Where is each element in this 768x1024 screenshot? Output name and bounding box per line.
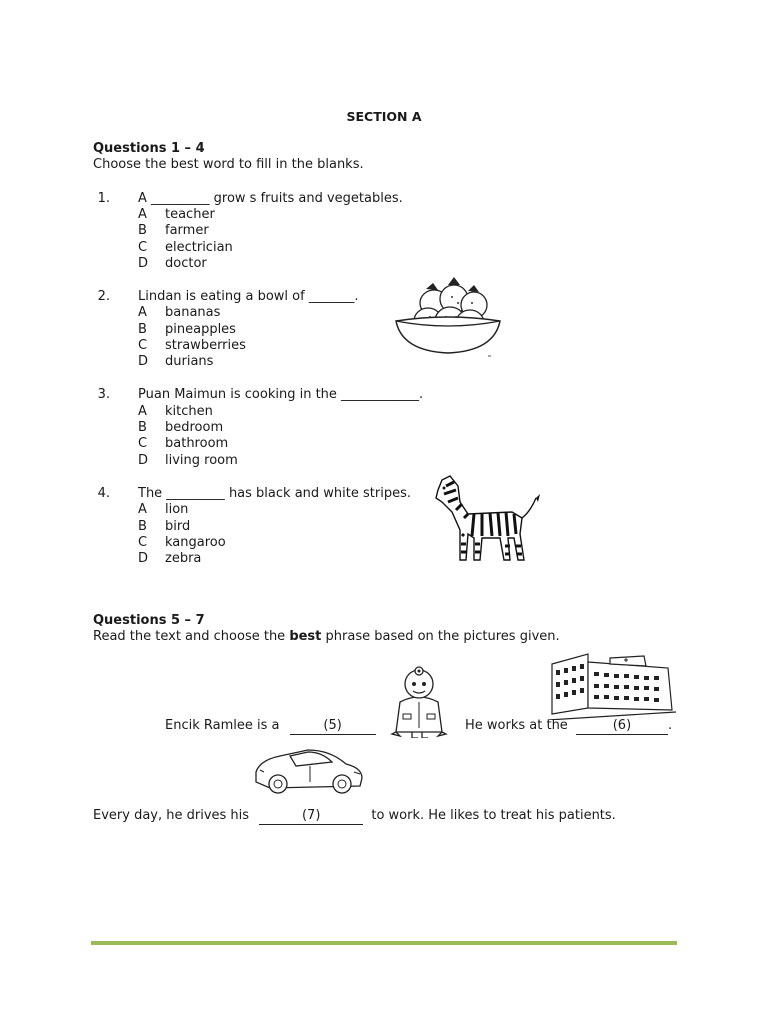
q1-option-c-letter: C (138, 240, 148, 255)
q2-option-b-text: pineapples (165, 322, 236, 337)
q2-option-b-letter: B (138, 322, 147, 337)
q4-option-a-letter: A (138, 502, 147, 517)
question-1-text: A _________ grow s fruits and vegetables. (138, 191, 403, 206)
text-line-2: Every day, he drives his (7) to work. He likes to treat his patients. (93, 808, 616, 823)
question-2-text: Lindan is eating a bowl of _______. (138, 289, 359, 304)
q2-option-d-letter: D (138, 354, 149, 369)
q4-option-d-text: zebra (165, 551, 202, 566)
q4-option-d-letter: D (138, 551, 149, 566)
question-4-text: The _________ has black and white stripes. (138, 486, 411, 501)
q1-option-c-text: electrician (165, 240, 233, 255)
q1-option-d-letter: D (138, 256, 149, 271)
zebra-icon (428, 472, 544, 568)
q4-option-c-text: kangaroo (165, 535, 226, 550)
hospital-icon (548, 648, 676, 720)
q1-option-b-letter: B (138, 223, 147, 238)
question-3-number: 3. (97, 387, 110, 402)
questions-1-4-heading: Questions 1 – 4 (93, 141, 205, 156)
question-4-number: 4. (97, 486, 110, 501)
q2-option-c-text: strawberries (165, 338, 246, 353)
q3-option-c-letter: C (138, 436, 148, 451)
q3-option-b-text: bedroom (165, 420, 224, 435)
q3-option-b-letter: B (138, 420, 147, 435)
q1-option-b-text: farmer (165, 223, 209, 238)
doctor-icon (388, 662, 450, 738)
q2-option-d-text: durians (165, 354, 214, 369)
question-3-text: Puan Maimun is cooking in the ____________. (138, 387, 424, 402)
q3-option-a-letter: A (138, 404, 147, 419)
q3-option-d-letter: D (138, 453, 149, 468)
text-line-1-part-2: He works at the (6) . (465, 718, 673, 733)
q3-option-c-text: bathroom (165, 436, 229, 451)
car-icon (250, 742, 366, 800)
question-2-number: 2. (97, 289, 110, 304)
q1-option-a-text: teacher (165, 207, 215, 222)
question-1-number: 1. (97, 191, 110, 206)
text-line-1: Encik Ramlee is a (5) (165, 718, 376, 735)
section-title: SECTION A (346, 109, 422, 124)
blank-7: (7) (259, 808, 363, 825)
q3-option-a-text: kitchen (165, 404, 213, 419)
q1-option-a-letter: A (138, 207, 147, 222)
q4-option-a-text: lion (165, 502, 189, 517)
q4-option-b-text: bird (165, 519, 191, 534)
questions-5-7-heading: Questions 5 – 7 (93, 613, 205, 628)
q2-option-a-text: bananas (165, 305, 221, 320)
questions-1-4-instruction: Choose the best word to fill in the blanks. (93, 157, 364, 172)
bottom-divider (91, 941, 677, 945)
q3-option-d-text: living room (165, 453, 238, 468)
q4-option-c-letter: C (138, 535, 148, 550)
q1-option-d-text: doctor (165, 256, 207, 271)
blank-5: (5) (290, 718, 376, 735)
q2-option-a-letter: A (138, 305, 147, 320)
q4-option-b-letter: B (138, 519, 147, 534)
q2-option-c-letter: C (138, 338, 148, 353)
strawberry-bowl-icon (390, 273, 506, 363)
blank-6: (6) (576, 718, 668, 735)
questions-5-7-instruction: Read the text and choose the best phrase based on the pictures given. (93, 629, 560, 644)
instruction-bold-word: best (289, 629, 322, 644)
